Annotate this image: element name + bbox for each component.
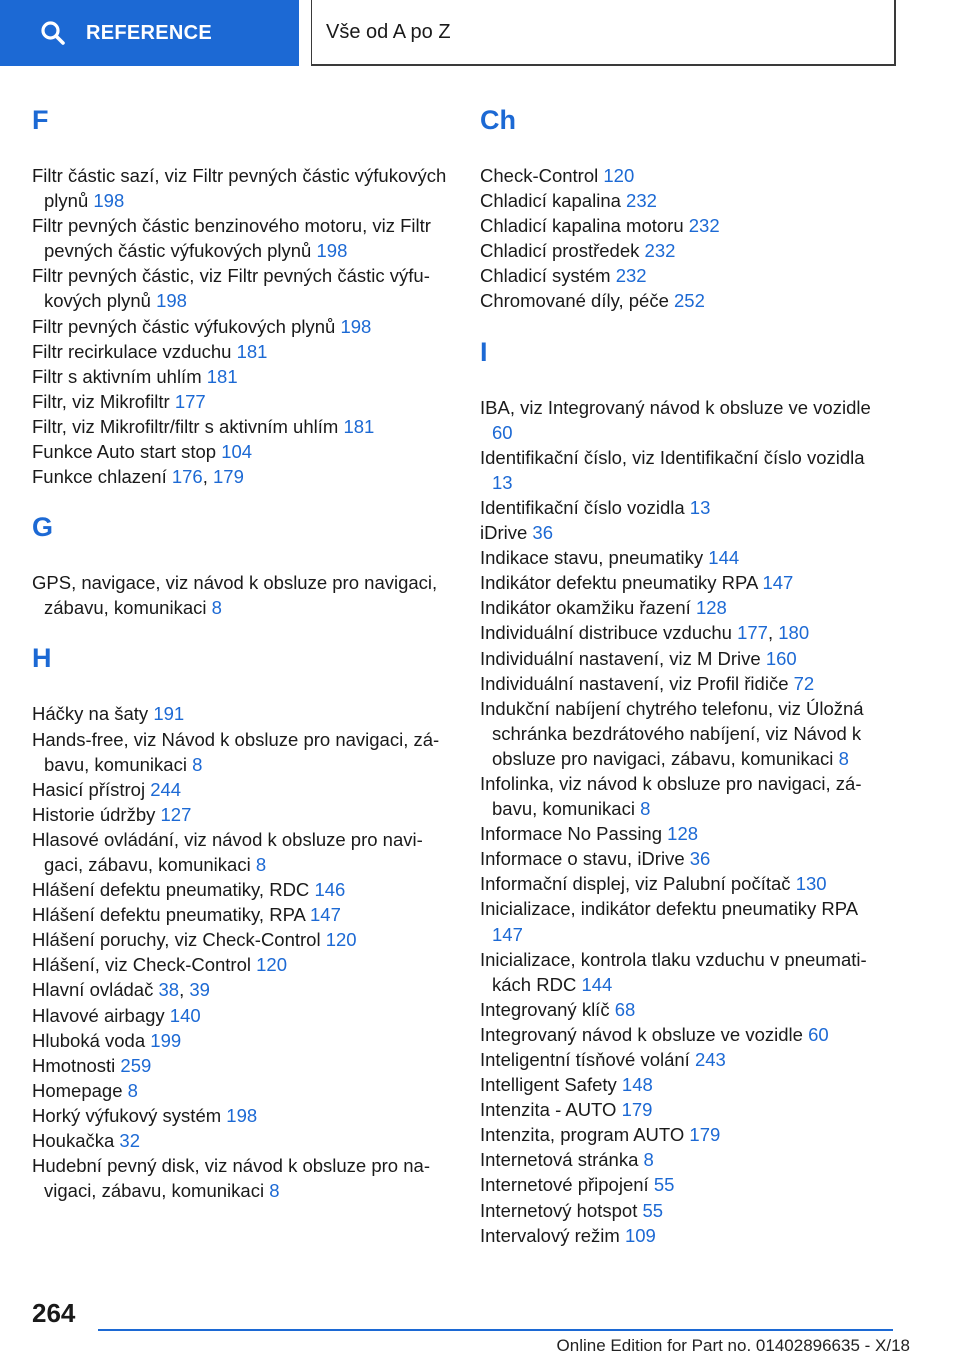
index-entry (32, 701, 452, 726)
index-entry (480, 1198, 880, 1223)
page-number: 264 (32, 1298, 76, 1328)
index-entry (32, 339, 452, 364)
index-entry-text: Check-Control (480, 165, 604, 186)
index-entry (480, 1047, 880, 1072)
index-entry (480, 1172, 880, 1197)
page-link[interactable]: 144 (708, 547, 740, 569)
index-entry (32, 263, 452, 313)
index-entry-text: Hlášení defektu pneumatiky, RDC (32, 879, 315, 901)
page-link[interactable]: 55 (653, 1174, 675, 1196)
page-link[interactable]: 8 (269, 1180, 280, 1202)
reference-tab-label: REFERENCE (86, 21, 213, 44)
index-entry (32, 439, 452, 464)
index-entry-text: Hlášení, viz Check-Control (32, 954, 257, 976)
index-entry (480, 1022, 880, 1047)
index-entry (480, 620, 880, 645)
footer-edition-text: Online Edition for Part no. 01402896635 - X/18 (556, 1336, 910, 1355)
page-link[interactable]: 252 (674, 290, 705, 312)
index-entry (480, 213, 880, 238)
reference-tab[interactable] (0, 0, 299, 66)
index-entry-text: Intenzita - AUTO (480, 1099, 622, 1121)
page-link[interactable]: 146 (314, 879, 346, 901)
index-entry-text: Indikátor defektu pneumatiky RPA (480, 572, 763, 594)
index-entry-text: IBA, viz Integrovaný návod k obsluze ve vozidle (480, 396, 871, 418)
index-entry-text: Indikace stavu, pneumatiky (480, 547, 709, 569)
index-entry-text: Filtr, viz Mikrofiltr (32, 390, 175, 412)
page-separator: , (179, 979, 190, 1001)
index-entry (32, 877, 452, 902)
index-entry-text: Filtr pevných částic benzinového motoru, viz Filtr pevných částic výfukových plynů (32, 215, 431, 262)
page-link[interactable]: 128 (695, 597, 727, 619)
index-entry (480, 846, 880, 871)
page-link[interactable]: 177 (174, 390, 206, 412)
index-entry-text: Chladicí prostředek (480, 240, 645, 262)
index-entry (32, 1003, 452, 1028)
index-entry-text: Hasicí přístroj (32, 778, 151, 800)
index-entry (480, 696, 880, 771)
index-entry-text: Filtr pevných částic, viz Filtr pevných částic výfukových plynů (32, 265, 430, 312)
index-entry-text: Integrovaný klíč (480, 998, 615, 1020)
page-link[interactable]: 36 (689, 848, 711, 870)
index-entry (480, 1122, 880, 1147)
page-link[interactable]: 160 (765, 647, 797, 669)
page-link[interactable]: 127 (160, 803, 192, 825)
index-entry-text: Homepage (32, 1079, 128, 1101)
page-link[interactable]: 60 (808, 1023, 829, 1045)
index-entry-text: Hlavové airbagy (32, 1004, 170, 1026)
page-link[interactable]: 36 (532, 522, 553, 544)
index-entry-text: Funkce chlazení (32, 466, 172, 488)
page-link[interactable]: 179 (213, 466, 244, 488)
index-entry-text: Hlášení defektu pneumatiky, RPA (32, 904, 310, 926)
index-entry (32, 777, 452, 802)
page-link[interactable]: 39 (189, 979, 210, 1001)
index-entry (480, 288, 880, 313)
page-link[interactable]: 32 (119, 1130, 140, 1151)
index-letter-heading: Ch (480, 105, 516, 135)
page-link[interactable]: 232 (644, 240, 676, 262)
page-link[interactable]: 104 (221, 441, 253, 463)
section-title-box (311, 0, 896, 66)
index-entry (32, 314, 452, 339)
page-link[interactable]: 120 (325, 929, 357, 951)
page-link[interactable]: 198 (340, 315, 372, 337)
index-entry-text: Indikátor okamžiku řazení (480, 597, 696, 619)
index-letter-heading: I (480, 336, 488, 367)
index-entry-text: iDrive (480, 522, 533, 544)
page-link[interactable]: 13 (492, 471, 513, 493)
index-entry (32, 570, 452, 620)
index-entry (480, 163, 880, 188)
index-entry (32, 163, 452, 213)
index-entry-text: Inicializace, kontrola tlaku vzduchu v pneumatikách RDC (480, 948, 867, 995)
index-entry-text: Internetový hotspot (480, 1199, 643, 1221)
page-link[interactable]: 179 (621, 1099, 653, 1121)
index-entry (480, 821, 880, 846)
index-entry-text: Intenzita, program AUTO (480, 1124, 690, 1146)
page-link[interactable]: 176 (171, 466, 203, 488)
page-link[interactable]: 232 (626, 190, 657, 212)
index-entry (480, 871, 880, 896)
index-entry-text: Historie údržby (32, 803, 161, 825)
index-entry (480, 671, 880, 696)
index-entry-text: Informační displej, viz Palubní počítač (480, 873, 796, 895)
index-entry (480, 1147, 880, 1172)
page-link[interactable]: 128 (667, 823, 699, 845)
index-entry (32, 952, 452, 977)
index-entry (32, 364, 452, 389)
index-entry (32, 802, 452, 827)
page-link[interactable]: 147 (492, 923, 523, 945)
page-link[interactable]: 259 (120, 1054, 152, 1076)
index-entry (480, 896, 880, 946)
index-entry-text: Hands-free, viz Návod k obsluze pro navigaci, zábavu, komunikaci (32, 728, 440, 775)
index-entry (32, 414, 452, 439)
index-entry-text: Filtr s aktivním uhlím (32, 365, 207, 387)
page-link[interactable]: 179 (689, 1124, 721, 1146)
index-entry-text: Chladicí kapalina (480, 190, 627, 212)
index-entry (32, 1028, 452, 1053)
index-entry (480, 1223, 880, 1248)
page-link[interactable]: 8 (640, 798, 651, 820)
page-link[interactable]: 198 (226, 1104, 258, 1126)
page-link[interactable]: 181 (343, 415, 375, 437)
page-link[interactable]: 147 (310, 904, 341, 926)
page-link[interactable]: 8 (192, 753, 203, 775)
index-entry (32, 902, 452, 927)
index-entry-text: Intervalový režim (480, 1224, 625, 1246)
page-link[interactable]: 68 (614, 998, 636, 1020)
index-entry-text: Individuální nastavení, viz Profil řidiče (480, 672, 794, 694)
index-entry-text: Informace No Passing (480, 823, 668, 845)
index-entry (480, 238, 880, 263)
page-link[interactable]: 181 (206, 365, 238, 387)
page-link[interactable]: 55 (642, 1199, 664, 1221)
index-entry (32, 977, 452, 1002)
page-link[interactable]: 198 (156, 290, 187, 312)
page-header (0, 0, 960, 66)
page-link[interactable]: 148 (621, 1074, 653, 1096)
page-link[interactable]: 177 (737, 622, 768, 644)
page-link[interactable]: 8 (255, 853, 267, 875)
index-entry-text: Hmotnosti (32, 1054, 121, 1076)
page-link[interactable]: 180 (778, 622, 810, 644)
index-entry (480, 646, 880, 671)
index-entry-text: Hlasové ovládání, viz návod k obsluze pro navigaci, zábavu, komunikaci (32, 828, 423, 875)
page-link[interactable]: 60 (492, 421, 513, 443)
section-title: Vše od A po Z (326, 20, 451, 43)
index-entry (480, 395, 880, 445)
page-link[interactable]: 8 (838, 747, 849, 769)
index-entry-text: Hlášení poruchy, viz Check-Control (32, 929, 326, 951)
index-entry-text: Filtr, viz Mikrofiltr/filtr s aktivním uhlím (32, 415, 344, 437)
page-link[interactable]: 72 (793, 672, 815, 694)
index-letter-heading: G (32, 512, 54, 543)
page-link[interactable]: 8 (643, 1149, 654, 1171)
page-link[interactable]: 109 (624, 1224, 656, 1246)
index-entry (480, 188, 880, 213)
index-entry (32, 727, 452, 777)
page-link[interactable]: 181 (236, 340, 268, 362)
page-link[interactable]: 8 (127, 1079, 138, 1101)
search-icon (40, 20, 66, 46)
page-link[interactable]: 38 (158, 979, 180, 1001)
page-link[interactable]: 120 (603, 165, 635, 186)
index-entry-text: Hluboká voda (32, 1029, 151, 1051)
page-link[interactable]: 120 (256, 954, 288, 976)
index-entry-text: Filtr částic sazí, viz Filtr pevných částic výfukových plynů (32, 165, 447, 212)
index-entry (32, 213, 452, 263)
index-entry-text: Identifikační číslo vozidla (480, 496, 690, 518)
index-entry (32, 1153, 452, 1203)
index-entry (480, 495, 880, 520)
index-entry-text: Inteligentní tísňové volání (480, 1049, 695, 1070)
page-link[interactable]: 243 (694, 1049, 726, 1070)
index-entry (480, 947, 880, 997)
index-entry (480, 520, 880, 545)
index-entry-text: Háčky na šaty (32, 703, 154, 725)
index-entry-text: Inicializace, indikátor defektu pneumatiky RPA (480, 898, 858, 920)
footer-divider (98, 1329, 893, 1331)
index-entry-text: Individuální distribuce vzduchu (480, 622, 738, 644)
index-entry-text: Indukční nabíjení chytrého telefonu, viz Úložná schránka bezdrátového nabíjení, viz Návod k obsluze pro navigaci, zábavu, komunikaci (480, 697, 864, 769)
index-entry (480, 263, 880, 288)
index-entry-text: Internetová stránka (480, 1149, 644, 1171)
index-column-right (480, 100, 880, 1248)
page-link[interactable]: 144 (581, 973, 613, 995)
page-link[interactable]: 191 (153, 703, 185, 725)
page-link[interactable]: 199 (150, 1029, 182, 1051)
index-entry-text: Hudební pevný disk, viz návod k obsluze pro navigaci, zábavu, komunikaci (32, 1155, 430, 1202)
index-entry (480, 997, 880, 1022)
index-entry-text: Chromované díly, péče (480, 290, 675, 312)
index-entry-text: Individuální nastavení, viz M Drive (480, 647, 766, 669)
page-link[interactable]: 232 (615, 265, 647, 287)
page-link[interactable]: 198 (316, 240, 348, 262)
index-entry (480, 1072, 880, 1097)
index-entry-text: Horký výfukový systém (32, 1104, 227, 1126)
index-letter-heading: F (32, 105, 49, 135)
index-entry-text: Filtr pevných částic výfukových plynů (32, 315, 341, 337)
index-entry (480, 445, 880, 495)
index-entry (32, 1053, 452, 1078)
index-entry-text: Informace o stavu, iDrive (480, 848, 690, 870)
page-separator: , (767, 622, 779, 644)
index-entry (32, 1103, 452, 1128)
index-entry-text: Internetové připojení (480, 1174, 654, 1196)
index-entry (32, 389, 452, 414)
page-link[interactable]: 140 (169, 1004, 201, 1026)
page-link[interactable]: 8 (211, 597, 222, 619)
index-entry-text: Filtr recirkulace vzduchu (32, 340, 237, 362)
index-entry (32, 464, 452, 489)
index-entry-text: GPS, navigace, viz návod k obsluze pro navigaci, zábavu, komunikaci (32, 572, 438, 619)
index-entry (32, 927, 452, 952)
index-entry-text: Infolinka, viz návod k obsluze pro navigaci, zábavu, komunikaci (480, 772, 862, 820)
index-entry (480, 545, 880, 570)
page-link[interactable]: 13 (689, 496, 711, 518)
page-link[interactable]: 244 (150, 778, 182, 800)
index-entry (32, 1128, 452, 1153)
index-entry (480, 595, 880, 620)
index-entry-text: Chladicí systém (480, 265, 616, 287)
index-entry (480, 1097, 880, 1122)
index-entry-text: Hlavní ovládač (32, 979, 159, 1001)
index-entry (32, 1078, 452, 1103)
page-separator: , (202, 466, 214, 488)
page-link[interactable]: 198 (93, 190, 125, 212)
index-column-left (32, 100, 452, 1203)
index-entry-text: Identifikační číslo, viz Identifikační číslo vozidla (480, 446, 865, 468)
index-entry-text: Houkačka (32, 1130, 120, 1151)
index-letter-heading: H (32, 643, 52, 674)
index-entry (32, 827, 452, 877)
index-entry (480, 771, 880, 821)
index-entry (480, 570, 880, 595)
index-entry-text: Integrovaný návod k obsluze ve vozidle (480, 1023, 809, 1045)
index-entry-text: Intelligent Safety (480, 1074, 622, 1096)
page-link[interactable]: 147 (762, 572, 794, 594)
index-entry-text: Chladicí kapalina motoru (480, 215, 689, 237)
index-entry-text: Funkce Auto start stop (32, 441, 222, 463)
page-link[interactable]: 130 (795, 873, 827, 895)
page-link[interactable]: 232 (688, 215, 720, 237)
